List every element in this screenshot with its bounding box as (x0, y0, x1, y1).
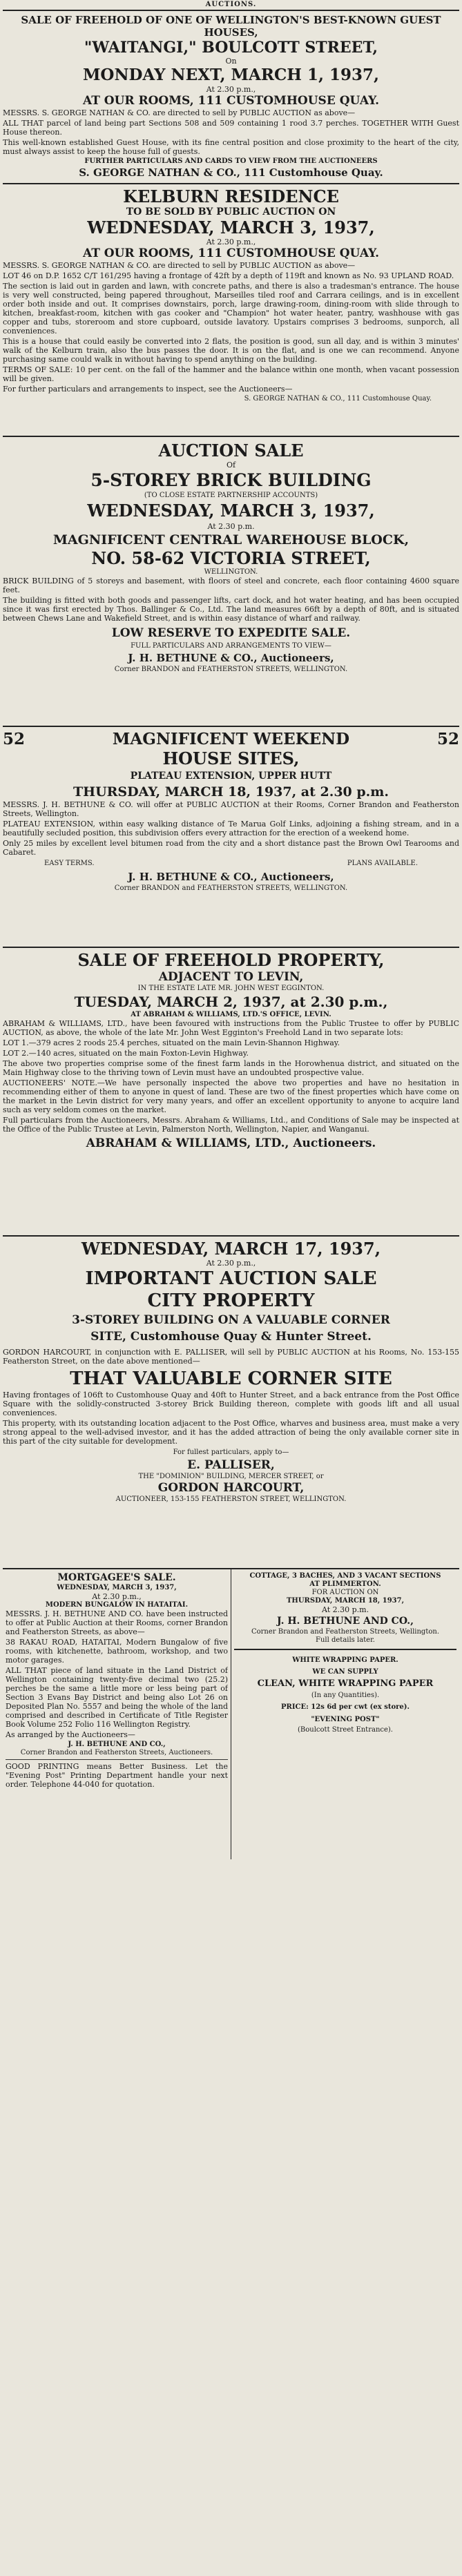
ad9-address: Corner Brandon and Featherston Streets, Wellington. (251, 1628, 439, 1636)
ad6-addr2: AUCTIONEER, 153-155 FEATHERSTON STREET, WELLINGTON. (115, 1495, 347, 1503)
ad5-lot1: LOT 1.—379 acres 2 roods 25.4 perches, situated on the main Levin-Shannon Highway. (3, 1038, 340, 1047)
ad7-address: 38 RAKAU ROAD, HATAITAI, Modern Bungalow of five rooms, with kitchenette, bathroom, workshop, and two motor garages. (6, 1638, 228, 1665)
divider (234, 1649, 456, 1650)
ad5-lot2: LOT 2.—140 acres, situated on the main Foxton-Levin Highway. (3, 1049, 249, 1058)
ad5-sub: ADJACENT TO LEVIN, (158, 970, 304, 984)
ad9-full: Full details later. (316, 1636, 375, 1644)
divider (6, 1759, 228, 1760)
ad3-date: WEDNESDAY, MARCH 3, 1937, (87, 501, 375, 521)
ad3-city: WELLINGTON. (204, 568, 258, 576)
ad5-p3: AUCTIONEERS' NOTE.—We have personally inspected the above two properties and have no hesitation in recommending either of them to anyone in quest of land. These are two of the finest properties which have come on the market in the Levin district for very many years, and offer an excellent opportunity to anyone to acquire land such as very seldom comes on the market. (3, 1078, 459, 1114)
ad5-estate: IN THE ESTATE LATE MR. JOHN WEST EGGINTON. (137, 985, 325, 992)
ad10-title: WHITE WRAPPING PAPER. (292, 1656, 398, 1664)
ad10-entrance: (Boulcott Street Entrance). (298, 1726, 393, 1734)
ad3-reason: (TO CLOSE ESTATE PARTNERSHIP ACCOUNTS) (144, 492, 318, 499)
ad5-p4: Full particulars from the Auctioneers, Messrs. Abraham & Williams, Ltd., and Conditions of Sale may be inspected at the Office of the Public Trustee at Levin, Palmerston North, Wellington, Napier, and Wanganui. (3, 1116, 459, 1134)
ad7-sub: MODERN BUNGALOW IN HATAITAI. (45, 1601, 189, 1609)
ad4-place: PLATEAU EXTENSION, UPPER HUTT (130, 771, 332, 782)
ad3-block: MAGNIFICENT CENTRAL WAREHOUSE BLOCK, (52, 532, 410, 548)
ad6-p2: Having frontages of 106ft to Customhouse Quay and 40ft to Hunter Street, and a back entrance from the Post Office Square with the solidly-constructed 3-storey Brick Building thereon, complete with goods lift and all usual conveniences. (3, 1391, 459, 1417)
ad1-p3: This well-known established Guest House, with its fine central position and close proximity to the heart of the city, must always assist to keep the house full of guests. (3, 138, 459, 156)
ad3-p2: The building is fitted with both goods and passenger lifts, cart dock, and hot water heating, and has been occupied since it was first erected by Thos. Ballinger & Co., Ltd. The land measures 66ft by a depth of 80ft, and is situated between Chews Lane and Wakefield Street, and is within easy distance of wharf and railway. (3, 596, 459, 623)
ad10-qty: (In any Quantities). (311, 1692, 380, 1699)
ad4-num-right: 52 (436, 730, 459, 748)
ad7-p2: ALL THAT piece of land situate in the Land District of Wellington containing twenty-five decimal two (25.2) perches be the same a little more or less being part of Section 3 Evans Bay District and being also Lot 26 on Deposited Plan No. 5557 and being the whole of the land comprised and described in Certificate of Title Register Book Volume 252 Folio 116 Wellington Registry. (6, 1666, 228, 1729)
ad3-building: 5-STOREY BRICK BUILDING (90, 470, 372, 490)
ad6-p3: This property, with its outstanding location adjacent to the Post Office, wharves and business area, must make a very strong appeal to the well-advised investor, and it has the added attraction of being the only available corner site in this part of the city suitable for development. (3, 1419, 459, 1446)
ad9-sub: FOR AUCTION ON (311, 1589, 379, 1596)
ad4-date: THURSDAY, MARCH 18, 1937, at 2.30 p.m. (73, 784, 389, 800)
ad7-p1: MESSRS. J. H. BETHUNE AND CO. have been instructed to offer at Public Auction at their Rooms, corner Brandon and Featherston Streets, as above— (6, 1609, 228, 1636)
ad-wrapping-paper (234, 1654, 456, 1734)
ad6-p1: GORDON HARCOURT, in conjunction with E. PALLISER, will sell by PUBLIC AUCTION at his Rooms, No. 153-155 Featherston Street, on the date above mentioned— (3, 1348, 459, 1366)
ad2-venue: AT OUR ROOMS, 111 CUSTOMHOUSE QUAY. (82, 246, 380, 260)
ad6-addr1: THE "DOMINION" BUILDING, MERCER STREET, or (138, 1473, 324, 1480)
ad10-clean: CLEAN, WHITE WRAPPING PAPER (257, 1678, 434, 1689)
ad3-reserve: LOW RESERVE TO EXPEDITE SALE. (111, 626, 351, 640)
ad2-date: WEDNESDAY, MARCH 3, 1937, (87, 217, 375, 238)
ad9-auctioneer: J. H. BETHUNE AND CO., (277, 1616, 414, 1627)
ad2-p6: For further particulars and arrangements to inspect, see the Auctioneers— (3, 385, 293, 394)
ad2-p3: The section is laid out in garden and lawn, with concrete paths, and there is also a tradesman's entrance. The house is very well constructed, being papered throughout, Marseilles tiled roof and Carrara ceilings, and is in excellent order both inside and out. It comprises downstairs, porch, large drawing-room, dining-room with slide through to kitchen, breakfast-room, kitchen with gas cooker and "Champion" hot water heater, pantry, washhouse with gas copper and tubs, storeroom and store cupboard, outside lavatory. Upstairs comprises 3 bedrooms, sunporch, all conveniences. (3, 282, 459, 336)
ad8-printing: GOOD PRINTING means Better Business. Let the "Evening Post" Printing Department handle your next order. Telephone 44-040 for quotation. (6, 1762, 228, 1789)
ad4-auctioneer: J. H. BETHUNE & CO., Auctioneers, (128, 871, 334, 883)
ad7-time: At 2.30 p.m., (92, 1592, 142, 1601)
ad2-p5: TERMS OF SALE: 10 per cent. on the fall of the hammer and the balance within one month, when vacant possession will be given. (3, 365, 459, 383)
ad2-sub: TO BE SOLD BY PUBLIC AUCTION ON (126, 206, 336, 217)
ad5-p2: The above two properties comprise some of the finest farm lands in the Horowhenua district, and situated on the Main Highway close to the thriving town of Levin must have an undoubted prospective value. (3, 1059, 459, 1077)
ad7-title: MORTGAGEE'S SALE. (57, 1572, 176, 1583)
ad6-title1: IMPORTANT AUCTION SALE (85, 1268, 377, 1289)
ad-kelburn-residence (3, 184, 459, 436)
ad3-of: Of (226, 461, 236, 469)
ad7-auctioneer: J. H. BETHUNE AND CO., (68, 1741, 166, 1748)
ad3-address2: Corner BRANDON and FEATHERSTON STREETS, WELLINGTON. (114, 666, 348, 673)
ad1-time: At 2.30 p.m., (206, 85, 256, 94)
ad1-further: FURTHER PARTICULARS AND CARDS TO VIEW FROM THE AUCTIONEERS (84, 157, 378, 165)
ad9-date: THURSDAY, MARCH 18, 1937, (286, 1597, 405, 1605)
ad3-p1: BRICK BUILDING of 5 storeys and basement, with floors of steel and concrete, each floor containing 4600 square feet. (3, 577, 459, 594)
ad6-sub2: SITE, Customhouse Quay & Hunter Street. (90, 1330, 372, 1344)
ad6-full: For fullest particulars, apply to— (173, 1449, 289, 1456)
ad10-price: PRICE: 12s 6d per cwt (ex store). (281, 1703, 410, 1711)
ad7-address2: Corner Brandon and Featherston Streets, Auctioneers. (20, 1749, 213, 1756)
ad2-p1: MESSRS. S. GEORGE NATHAN & CO. are directed to sell by PUBLIC AUCTION as above— (3, 261, 356, 270)
ad4-p2: PLATEAU EXTENSION, within easy walking distance of Te Marua Golf Links, adjoining a fishing stream, and in a beautifully secluded position, this subdivision offers every attraction for the erection of a weekend home. (3, 820, 459, 837)
ad1-footer: S. GEORGE NATHAN & CO., 111 Customhouse Quay. (79, 166, 383, 179)
ad6-sub1: 3-STOREY BUILDING ON A VALUABLE CORNER (72, 1313, 390, 1327)
ad2-p2: LOT 46 on D.P. 1652 C/T 161/295 having a frontage of 42ft by a depth of 119ft and known as No. 93 UPLAND ROAD. (3, 271, 454, 280)
ad1-p1: MESSRS. S. GEORGE NATHAN & CO. are directed to sell by PUBLIC AUCTION as above— (3, 108, 356, 117)
ad6-name2: GORDON HARCOURT, (157, 1481, 305, 1495)
ad7-p3: As arranged by the Auctioneers— (6, 1730, 135, 1739)
ad2-p4: This is a house that could easily be converted into 2 flats, the position is good, sun all day, and is within 3 minutes' walk of the Kelburn train, also the bus passes the door. It is on the flat, and is one we can recommend. Anyone purchasing same could walk in without having to spend anything on the building. (3, 337, 459, 364)
ad5-date: TUESDAY, MARCH 2, 1937, at 2.30 p.m., (74, 994, 388, 1010)
ad1-venue: AT OUR ROOMS, 111 CUSTOMHOUSE QUAY. (82, 94, 380, 108)
ad5-venue: AT ABRAHAM & WILLIAMS, LTD.'S OFFICE, LEVIN. (131, 1011, 331, 1018)
ad10-post: "EVENING POST" (311, 1716, 380, 1723)
ad-city-property (3, 1237, 459, 1568)
ad7-date: WEDNESDAY, MARCH 3, 1937, (57, 1584, 177, 1591)
ad1-heading: SALE OF FREEHOLD OF ONE OF WELLINGTON'S BEST-KNOWN GUEST HOUSES, (21, 14, 441, 39)
ad6-date: WEDNESDAY, MARCH 17, 1937, (81, 1239, 381, 1259)
ad1-on: On (225, 57, 237, 66)
bottom-columns (3, 1569, 459, 1859)
ad4-plans: PLANS AVAILABLE. (347, 860, 418, 867)
ad-brick-building (3, 437, 459, 726)
ad1-p2: ALL THAT parcel of land being part Sections 508 and 509 containing 1 rood 3.7 perches. TOGETHER WITH Guest House thereon. (3, 119, 459, 137)
ad5-footer: ABRAHAM & WILLIAMS, LTD., Auctioneers. (86, 1136, 376, 1150)
ad9-place: AT PLIMMERTON. (309, 1580, 381, 1588)
ad6-corner: THAT VALUABLE CORNER SITE (70, 1368, 392, 1389)
ad6-title2: CITY PROPERTY (147, 1290, 315, 1311)
ad9-title: COTTAGE, 3 BACHES, AND 3 VACANT SECTIONS (249, 1572, 441, 1580)
ad4-easy-terms: EASY TERMS. (44, 860, 95, 867)
ad3-auctioneer: J. H. BETHUNE & CO., Auctioneers, (128, 652, 334, 664)
ad4-title2: HOUSE SITES, (162, 748, 300, 768)
ad4-p3: Only 25 miles by excellent level bitumen road from the city and a short distance past the Brown Owl Tearooms and Cabaret. (3, 839, 459, 857)
ad3-address: NO. 58-62 VICTORIA STREET, (91, 548, 371, 568)
ad3-title: AUCTION SALE (158, 440, 304, 461)
ad1-date: MONDAY NEXT, MARCH 1, 1937, (82, 66, 380, 84)
ad3-full: FULL PARTICULARS AND ARRANGEMENTS TO VIEW— (131, 642, 331, 650)
right-column (231, 1569, 459, 1859)
ad2-title: KELBURN RESIDENCE (123, 186, 339, 206)
ad2-footer: S. GEORGE NATHAN & CO., 111 Customhouse Quay. (244, 395, 432, 403)
ad1-name: "WAITANGI," BOULCOTT STREET, (84, 39, 378, 57)
ad10-sub: WE CAN SUPPLY (312, 1668, 378, 1676)
ad9-time: At 2.30 p.m. (321, 1605, 369, 1614)
ad6-name1: E. PALLISER, (187, 1458, 275, 1472)
ad4-title: MAGNIFICENT WEEKEND (112, 730, 350, 748)
ad-plimmerton-cottage (234, 1569, 456, 1645)
ad3-time: At 2.30 p.m. (207, 522, 255, 531)
ad5-p1: ABRAHAM & WILLIAMS, LTD., have been favoured with instructions from the Public Trustee to offer by PUBLIC AUCTION, as above, the whole of the late Mr. John West Egginton's Freehold Land in two separate lots: (3, 1019, 459, 1037)
ad-levin-freehold (3, 948, 459, 1235)
ad-weekend-house-sites (3, 727, 459, 947)
ad4-p1: MESSRS. J. H. BETHUNE & CO. will offer at PUBLIC AUCTION at their Rooms, Corner Brandon and Featherston Streets, Wellington. (3, 800, 459, 818)
ad-mortgagee-sale (6, 1569, 228, 1757)
ad2-time: At 2.30 p.m., (206, 238, 256, 246)
left-column (3, 1569, 231, 1859)
ad-waitangi-guest-house (3, 11, 459, 183)
ad5-title: SALE OF FREEHOLD PROPERTY, (77, 950, 385, 970)
ad4-address: Corner BRANDON and FEATHERSTON STREETS, WELLINGTON. (114, 884, 348, 892)
ad4-num-left: 52 (3, 730, 26, 748)
ad6-time: At 2.30 p.m., (206, 1259, 256, 1268)
section-masthead: AUCTIONS. (205, 1, 257, 8)
